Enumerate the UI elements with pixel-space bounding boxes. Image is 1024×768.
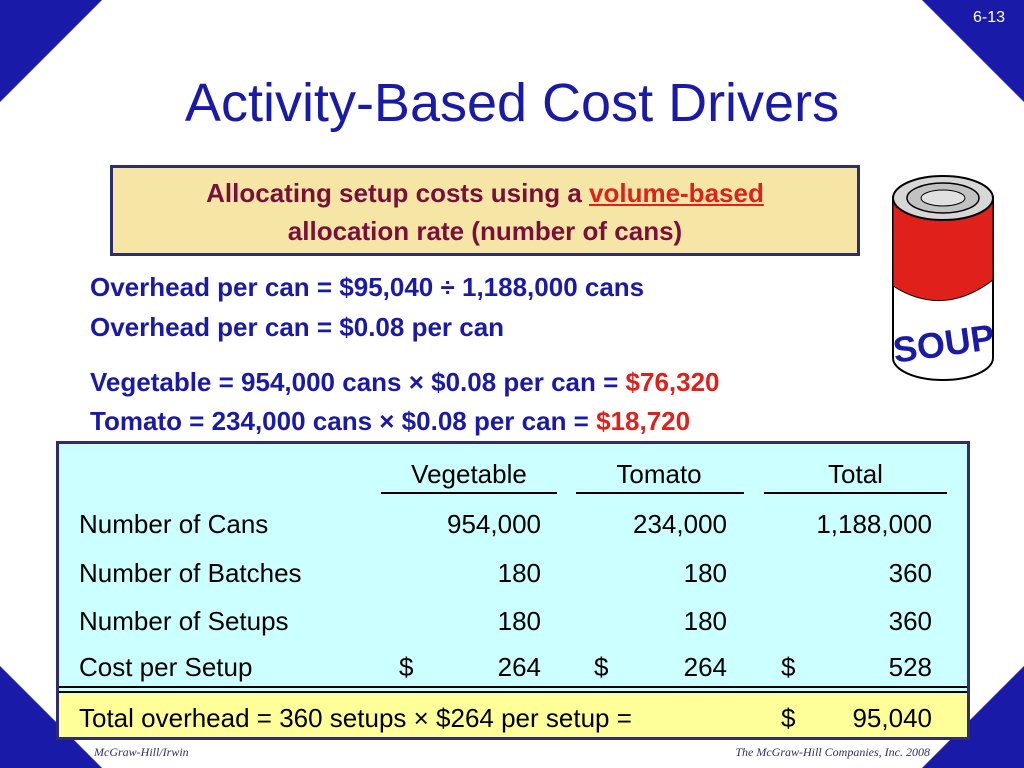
column-header-vegetable: Vegetable: [411, 459, 527, 489]
footer-copyright: The McGraw-Hill Companies, Inc. 2008: [735, 745, 930, 759]
cell-cans-total: 1,188,000: [816, 509, 932, 539]
callout-box: [110, 165, 860, 256]
cell-currency-total: $: [781, 652, 796, 682]
callout-text-prefix: Allocating setup costs using a: [206, 178, 589, 208]
calc-vegetable: [90, 367, 720, 398]
soup-can-image: [888, 168, 1000, 390]
row-label-cans: Number of Cans: [79, 509, 269, 539]
calc-vegetable-text: Vegetable = 954,000 cans × $0.08 per can =: [90, 367, 626, 397]
callout-line-2: allocation rate (number of cans): [287, 216, 683, 246]
cell-setups-total: 360: [888, 606, 932, 636]
calc-line-2: Overhead per can = $0.08 per can: [90, 312, 505, 342]
callout-line-1: [113, 174, 857, 212]
cell-cost-tomato: 264: [683, 652, 727, 682]
total-overhead-currency: $: [781, 703, 796, 733]
calc-vegetable-amount: $76,320: [625, 367, 720, 397]
cell-setups-tomato: 180: [683, 606, 727, 636]
cell-batches-tomato: 180: [683, 558, 727, 588]
cell-cost-vegetable: 264: [497, 652, 541, 682]
cell-cans-vegetable: 954,000: [447, 509, 541, 539]
header-underline: [764, 492, 947, 494]
callout-highlight: volume-based: [589, 178, 764, 208]
column-header-total: Total: [828, 459, 883, 489]
column-header-tomato: Tomato: [616, 459, 702, 489]
total-overhead-label: Total overhead = 360 setups × $264 per setup =: [79, 703, 632, 733]
cell-setups-vegetable: 180: [497, 606, 541, 636]
cell-currency-tomato: $: [594, 652, 609, 682]
double-rule-bottom: [59, 691, 967, 693]
row-label-batches: Number of Batches: [79, 558, 302, 588]
row-label-setups: Number of Setups: [79, 606, 289, 636]
double-rule-top: [59, 686, 967, 688]
cell-cans-tomato: 234,000: [633, 509, 727, 539]
calc-tomato: [90, 406, 690, 437]
total-overhead-value: 95,040: [852, 703, 932, 733]
cell-cost-total: 528: [888, 652, 932, 682]
calc-tomato-text: Tomato = 234,000 cans × $0.08 per can =: [90, 406, 597, 436]
cell-currency-vegetable: $: [399, 652, 414, 682]
calc-tomato-amount: $18,720: [596, 406, 691, 436]
soup-label: SOUP: [890, 316, 998, 371]
header-underline: [381, 492, 557, 494]
row-label-cost-per-setup: Cost per Setup: [79, 652, 253, 682]
footer-publisher: McGraw-Hill/Irwin: [94, 745, 189, 759]
calc-line-1: Overhead per can = $95,040 ÷ 1,188,000 cans: [90, 272, 645, 302]
cell-batches-total: 360: [888, 558, 932, 588]
cost-table: [56, 441, 970, 740]
header-underline: [576, 492, 744, 494]
slide-number: 6-13: [972, 9, 1006, 26]
total-overhead-row: [59, 694, 967, 737]
cell-batches-vegetable: 180: [497, 558, 541, 588]
slide-title: Activity-Based Cost Drivers: [184, 73, 840, 133]
